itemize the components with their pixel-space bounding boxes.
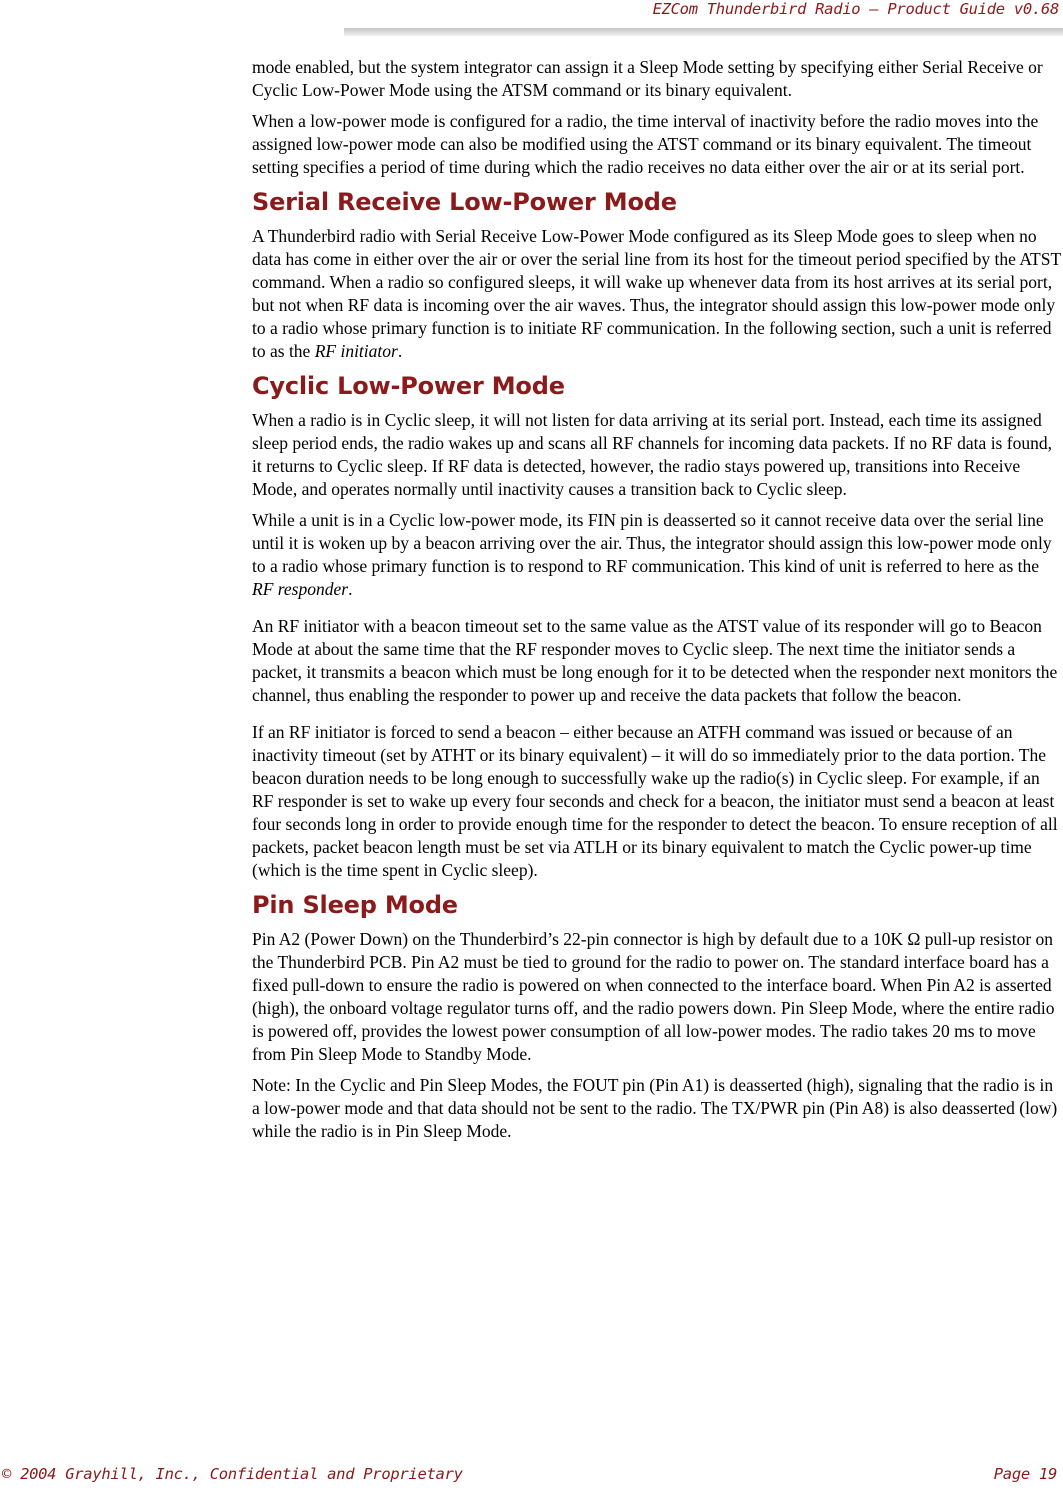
header-rule	[344, 28, 1063, 36]
paragraph-serial-receive-text: A Thunderbird radio with Serial Receive Low-Power Mode configured as its Sleep Mode goes to sleep when no data has come in either over the air or over the serial line from its host for the timeout period specified by the ATST command. When a radio so configured sleeps, it will wake up whenever data from its host arrives at its serial port, but not when RF data is incoming over the air waves. Thus, the integrator should assign this low-power mode only to a radio whose primary function is to initiate RF communication. In the following section, such a unit is referred to as the	[252, 226, 1061, 361]
paragraph-intro: mode enabled, but the system integrator can assign it a Sleep Mode setting by specifying either Serial Receive or Cyclic Low-Power Mode using the ATSM command or its binary equivalent.	[252, 57, 1043, 100]
footer-copyright: © 2004 Grayhill, Inc., Confidential and Proprietary	[2, 1465, 463, 1483]
term-rf-responder: RF responder	[252, 579, 349, 599]
term-rf-initiator: RF initiator	[314, 341, 398, 361]
heading-serial-receive: Serial Receive Low-Power Mode	[252, 188, 677, 216]
page-content	[252, 56, 1062, 1151]
paragraph-cyclic-fin	[252, 509, 1062, 601]
heading-pin-sleep: Pin Sleep Mode	[252, 891, 458, 919]
paragraph-cyclic-fin-text: While a unit is in a Cyclic low-power mode, its FIN pin is deasserted so it cannot receive data over the serial line until it is woken up by a beacon arriving over the air. Thus, the integrator should assign this low-power mode only to a radio whose primary function is to respond to RF communication. This kind of unit is referred to here as the	[252, 510, 1052, 576]
paragraph-timeout: When a low-power mode is configured for a radio, the time interval of inactivity before the radio moves into the assigned low-power mode can also be modified using the ATST command or its binary equivalent. The timeout setting specifies a period of time during which the radio receives no data either over the air or at its serial port.	[252, 111, 1039, 177]
paragraph-forced-beacon: If an RF initiator is forced to send a beacon – either because an ATFH command was issued or because of an inactivity timeout (set by ATHT or its binary equivalent) – it will do so immediately prior to the data portion. The beacon duration needs to be long enough to successfully wake up the radio(s) in Cyclic sleep. For example, if an RF responder is set to wake up every four seconds and check for a beacon, the initiator must send a beacon at least four seconds long in order to provide enough time for the responder to detect the beacon. To ensure reception of all packets, packet beacon length must be set via ATLH or its binary equivalent to match the Cyclic power-up time (which is the time spent in Cyclic sleep).	[252, 722, 1058, 880]
paragraph-beacon-timeout: An RF initiator with a beacon timeout set to the same value as the ATST value of its responder will go to Beacon Mode at about the same time that the RF responder moves to Cyclic sleep. The next time the initiator sends a packet, it transmits a beacon which must be long enough for it to be detected when the responder next monitors the channel, thus enabling the responder to power up and receive the data packets that follow the beacon.	[252, 616, 1058, 705]
paragraph-pin-sleep: Pin A2 (Power Down) on the Thunderbird’s 22-pin connector is high by default due to a 10K Ω pull-up resistor on the Thunderbird PCB. Pin A2 must be tied to ground for the radio to power on. The standard interface board has a fixed pull-down to ensure the radio is powered on when connected to the interface board. When Pin A2 is asserted (high), the onboard voltage regulator turns off, and the radio powers down. Pin Sleep Mode, where the entire radio is powered off, provides the lowest power consumption of all low-power modes. The radio takes 20 ms to move from Pin Sleep Mode to Standby Mode.	[252, 929, 1055, 1064]
paragraph-cyclic-fin-end: .	[348, 579, 353, 599]
paragraph-serial-receive-end: .	[397, 341, 403, 361]
paragraph-serial-receive	[252, 225, 1062, 363]
header-title: EZCom Thunderbird Radio – Product Guide v0.68	[652, 0, 1059, 18]
paragraph-note: Note: In the Cyclic and Pin Sleep Modes, the FOUT pin (Pin A1) is deasserted (high), signaling that the radio is in a low-power mode and that data should not be sent to the radio. The TX/PWR pin (Pin A8) is also deasserted (low) while the radio is in Pin Sleep Mode.	[252, 1075, 1058, 1141]
footer-page-number: Page 19	[993, 1465, 1057, 1483]
paragraph-cyclic-sleep: When a radio is in Cyclic sleep, it will not listen for data arriving at its serial port. Instead, each time its assigned sleep period ends, the radio wakes up and scans all RF channels for incoming data packets. If no RF data is found, it returns to Cyclic sleep. If RF data is detected, however, the radio stays powered up, transitions into Receive Mode, and operates normally until inactivity causes a transition back to Cyclic sleep.	[252, 410, 1052, 499]
heading-cyclic: Cyclic Low-Power Mode	[252, 372, 565, 400]
